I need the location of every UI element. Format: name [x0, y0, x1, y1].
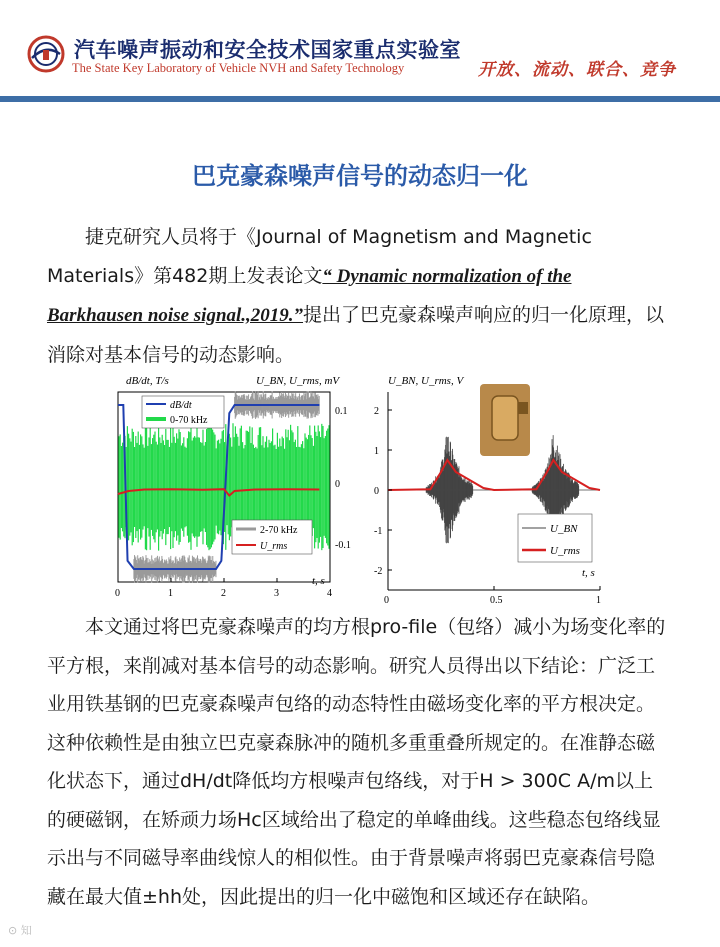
paper-reference: “ Dynamic normalization of the Barkhausen noise signal.,2019.”	[47, 265, 572, 326]
right-tick-bottom: -0.1	[335, 540, 351, 551]
page-header	[0, 0, 720, 92]
header-divider	[0, 96, 720, 102]
left-axis-label: dB/dt, T/s	[126, 375, 169, 387]
intro-paragraph	[47, 218, 671, 374]
y-tick-label: -2	[374, 566, 383, 577]
y-tick-label: 1	[374, 446, 379, 457]
y-tick-label: 2	[374, 406, 379, 417]
left-chart	[115, 375, 351, 599]
legend-wideband: 2-70 kHz	[260, 525, 298, 536]
intro-text: 捷克研究人员将于《Journal of Magnetism and Magnetic Materials》第482期上发表论文	[47, 226, 592, 287]
intro-text-end: 提出了巴克豪森噪声响应的归一化原理，以消除对基本信号的动态影响。	[47, 304, 665, 366]
lab-name-en: The State Key Laboratory of Vehicle NVH and Safety Technology	[72, 61, 405, 75]
x-tick-label: 2	[221, 588, 226, 599]
legend-noise: 0-70 kHz	[170, 415, 208, 426]
watermark: ⊙ 知	[8, 924, 32, 937]
article-title: 巴克豪森噪声信号的动态归一化	[192, 162, 528, 190]
x-tick-label: 1	[596, 595, 601, 606]
lab-name-cn: 汽车噪声振动和安全技术国家重点实验室	[74, 38, 461, 62]
x-tick-label: 0	[115, 588, 120, 599]
legend-urms2: U_rms	[550, 545, 580, 557]
barkhausen-figure	[80, 362, 640, 608]
right-x-label: t, s	[582, 567, 595, 579]
left-x-ticks	[115, 578, 332, 599]
right-tick-mid: 0	[335, 479, 340, 490]
right-chart-y-label: U_BN, U_rms, V	[388, 375, 464, 387]
y-tick-label: 0	[374, 486, 379, 497]
left-x-label: t, s	[312, 575, 325, 587]
right-chart	[374, 375, 601, 606]
body-text: 本文通过将巴克豪森噪声的均方根pro-file（包络）减小为场变化率的平方根，来削减对基本信号的动态影响。研究人员得出以下结论：广泛工业用铁基钢的巴克豪森噪声包络的动态特性由磁场变化率的平方根决定。这种依赖性是由独立巴克豪森脉冲的随机多重重叠所规定的。在准静态磁化状态下，通过dH/dt降低均方根噪声包络线，对于H > 300C A/m以上的硬磁钢，在矫顽力场Hc区域给出了稳定的单峰曲线。这些稳态包络线显示出与不同磁导率曲线惊人的相似性。由于背景噪声将弱巴克豪森信号隐藏在最大值±hh处，因此提出的归一化中磁饱和区域还存在缺陷。	[47, 616, 666, 908]
body-paragraph	[47, 608, 671, 916]
x-tick-label: 4	[327, 588, 332, 599]
x-tick-label: 0	[384, 595, 389, 606]
legend-dbdt: dB/dt	[170, 400, 192, 411]
y-tick-label: -1	[374, 526, 383, 537]
x-tick-label: 1	[168, 588, 173, 599]
legend-urms: U_rms	[260, 541, 288, 552]
right-axis-label: U_BN, U_rms, mV	[256, 375, 340, 387]
right-y-ticks	[374, 406, 392, 577]
right-tick-top: 0.1	[335, 406, 348, 417]
legend-ubn: U_BN	[550, 523, 578, 535]
lab-slogan: 开放、流动、联合、竞争	[478, 60, 676, 80]
x-tick-label: 0.5	[490, 595, 503, 606]
right-x-ticks	[384, 586, 601, 606]
lab-logo-icon	[26, 34, 66, 74]
x-tick-label: 3	[274, 588, 279, 599]
